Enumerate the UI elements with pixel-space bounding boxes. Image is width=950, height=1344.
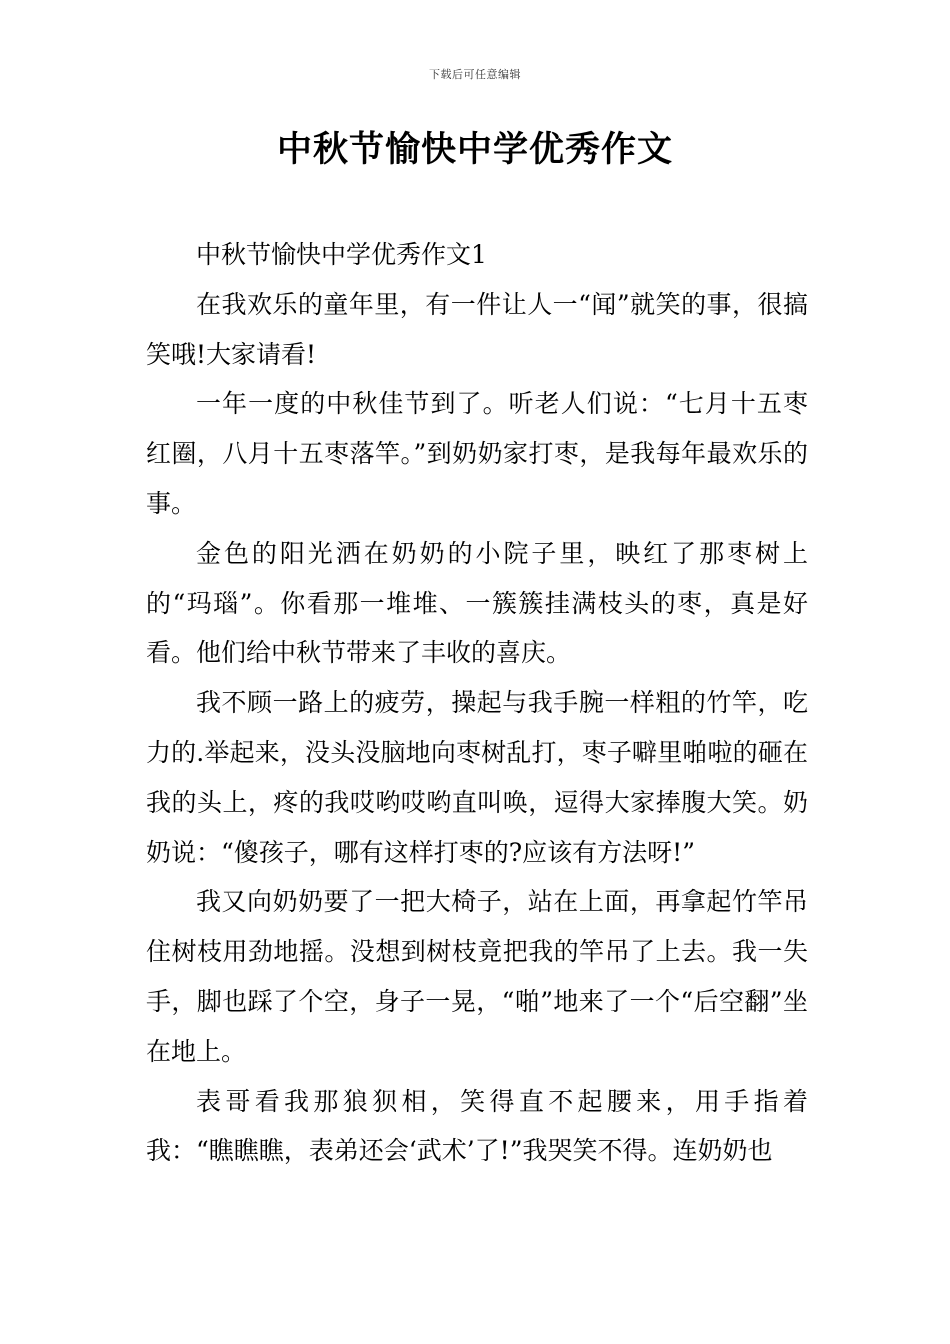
paragraph: 我又向奶奶要了一把大椅子，站在上面，再拿起竹竿吊住树枝用劲地摇。没想到树枝竟把我的竿吊了上去。我一失手，脚也踩了个空，身子一晃，“啪”地来了一个“后空翻”坐在地上。: [146, 887, 808, 1066]
paragraph: 金色的阳光洒在奶奶的小院子里，映红了那枣树上的“玛瑙”。你看那一堆堆、一簇簇挂满枝头的枣，真是好看。他们给中秋节带来了丰收的喜庆。: [146, 538, 808, 668]
document-body: [146, 230, 808, 1176]
paragraph: 我不顾一路上的疲劳，操起与我手腕一样粗的竹竿，吃力的.举起来，没头没脑地向枣树乱打，枣子噼里啪啦的砸在我的头上，疼的我哎哟哎哟直叫唤，逗得大家捧腹大笑。奶奶说：“傻孩子，哪有这样打枣的?应该有方法呀!”: [146, 688, 808, 867]
essay-subtitle: 中秋节愉快中学优秀作文1: [196, 240, 487, 269]
paragraph: 一年一度的中秋佳节到了。听老人们说：“七月十五枣红圈，八月十五枣落竿。”到奶奶家打枣，是我每年最欢乐的事。: [146, 389, 808, 518]
header-note: 下载后可任意编辑: [429, 68, 521, 81]
paragraph: 在我欢乐的童年里，有一件让人一“闻”就笑的事，很搞笑哦!大家请看!: [146, 289, 808, 369]
document-title: 中秋节愉快中学优秀作文: [276, 130, 673, 170]
paragraph: 表哥看我那狼狈相，笑得直不起腰来，用手指着我：“瞧瞧瞧，表弟还会‘武术’了!”我哭笑不得。连奶奶也: [146, 1086, 808, 1166]
